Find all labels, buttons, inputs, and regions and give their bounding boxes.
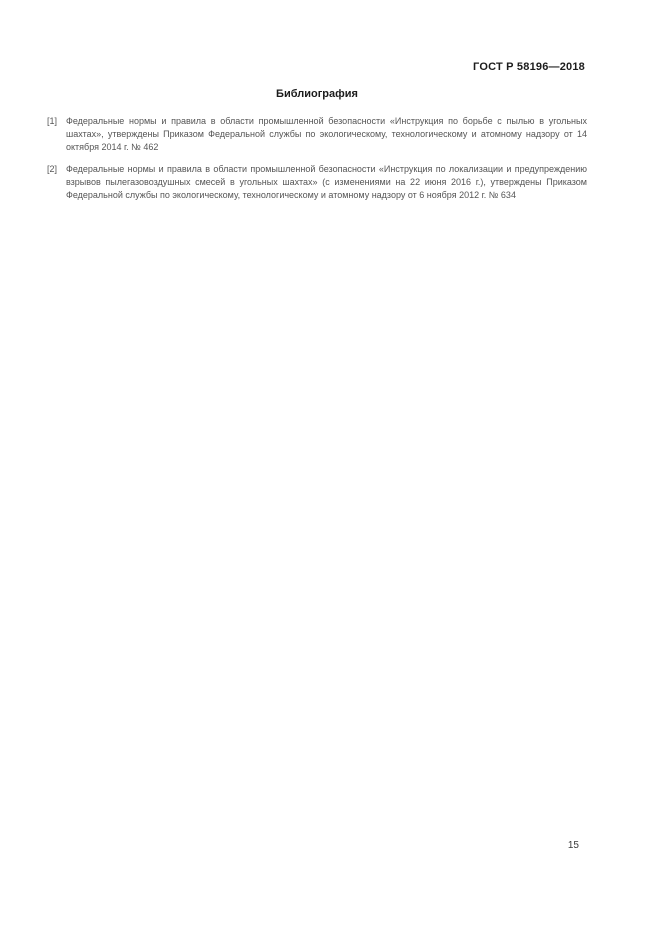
bibliography-entry-1 xyxy=(47,115,587,154)
bibliography-entry-2 xyxy=(47,163,587,202)
entry-label: [2] xyxy=(47,164,58,174)
entry-text: Федеральные нормы и правила в области промышленной безопасности «Инструкция по локализации и предупреждению взрывов пылегазовоздушных смесей в угольных шахтах» (с изменениями на 22 июня 2016 г.), утверждены Приказом Федеральной службы по экологическому, технологическому и атомному надзору от 6 ноября 2012 г. № 634 xyxy=(66,164,587,200)
page-number: 15 xyxy=(567,840,579,851)
section-title: Библиография xyxy=(276,88,358,100)
entry-text: Федеральные нормы и правила в области промышленной безопасности «Инструкция по борьбе с пылью в угольных шахтах», утверждены Приказом Федеральной службы по экологическому, технологическому и атомному надзору от 14 октября 2014 г. № 462 xyxy=(66,116,587,152)
document-code-header: ГОСТ Р 58196—2018 xyxy=(473,61,585,73)
bibliography-list xyxy=(47,115,587,211)
entry-label: [1] xyxy=(47,116,58,126)
